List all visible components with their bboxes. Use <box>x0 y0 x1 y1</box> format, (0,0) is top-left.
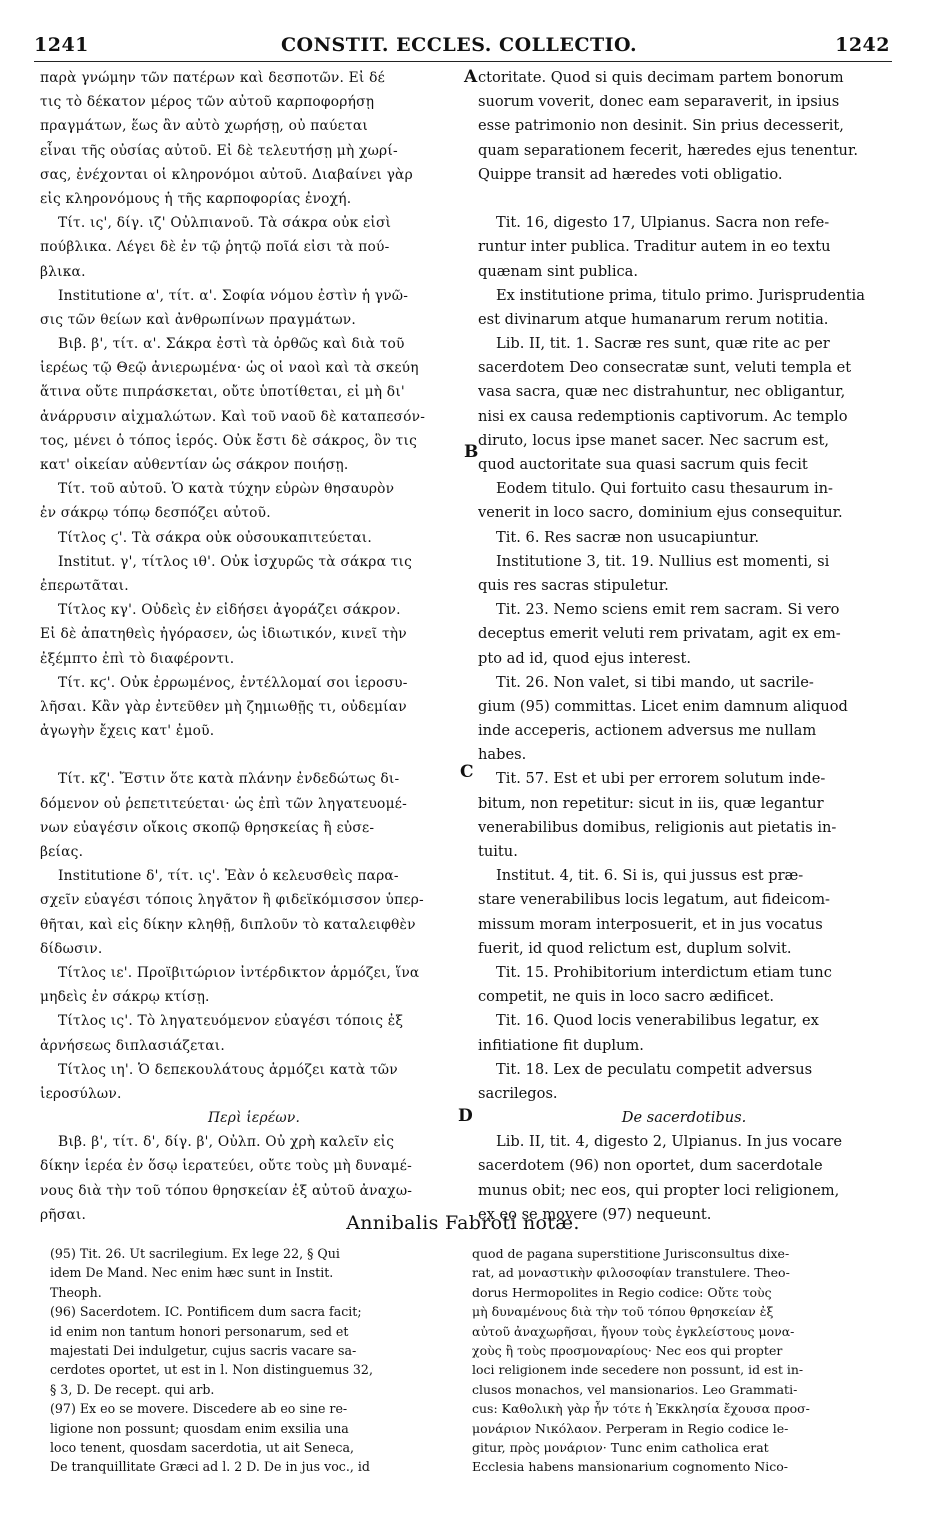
greek-text-line: ρῆσαι. <box>40 1206 87 1223</box>
greek-text-line: ἀγωγὴν ἔχεις κατ' ἐμοῦ. <box>40 723 215 740</box>
latin-text-line: Tit. 26. Non valet, si tibi mando, ut sacrile- <box>496 673 814 691</box>
greek-text-line: Τίτλος ϛ'. Τὰ σάκρα οὐκ οὐσουκαπιτεύεται. <box>58 529 372 546</box>
header-rule <box>34 61 892 62</box>
latin-text-line: infitiatione fit duplum. <box>478 1036 644 1054</box>
latin-text-line: missum moram interposuerit, et in jus vocatus <box>478 915 823 933</box>
note-line: loci religionem inde secedere non possunt, id est in- <box>472 1362 804 1378</box>
latin-text-line: tuitu. <box>478 843 518 860</box>
latin-text-line: gium (95) committas. Licet enim damnum aliquod <box>478 697 848 715</box>
note-line: Ecclesia habens mansionarium cognomento Nico- <box>472 1459 788 1475</box>
latin-text-line: ctoritate. Quod si quis decimam partem bonorum <box>478 69 844 86</box>
latin-text-line: sacerdotem Deo consecratæ sunt, veluti templa et <box>478 359 852 377</box>
latin-text-line: venerabilibus domibus, religionis aut pietatis in- <box>478 818 837 836</box>
greek-text-line: δίκην ἱερέα ἐν ὅσῳ ἱερατεύει, οὔτε τοὺς μὴ δυναμέ- <box>40 1158 413 1175</box>
note-line: § 3, D. De recept. qui arb. <box>50 1381 215 1397</box>
latin-text-line: runtur inter publica. Traditur autem in eo textu <box>478 238 831 256</box>
latin-text-line: vasa sacra, quæ nec distrahuntur, nec obligantur, <box>478 383 846 401</box>
greek-text-line: νων εὐαγέσιν οἴκοις σκοπῷ θρησκείας ἢ εὐσε- <box>40 819 375 836</box>
note-line: loco tenent, quosdam sacerdotia, ut ait Seneca, <box>50 1439 354 1455</box>
greek-text-line: Βιβ. β', τίτ. α'. Σάκρα ἐστὶ τὰ ὀρθῶς καὶ διὰ τοῦ <box>58 336 405 353</box>
note-line: ligione non possunt; quosdam enim exsilia una <box>50 1420 349 1436</box>
greek-text-column <box>40 66 468 1227</box>
greek-text-line: εἶναι τῆς οὐσίας αὐτοῦ. Εἰ δὲ τελευτήσῃ μὴ χωρί- <box>40 142 398 159</box>
latin-text-line: sacrilegos. <box>478 1084 558 1102</box>
latin-text-line: quam separationem fecerit, hæredes ejus tenentur. <box>478 141 858 159</box>
latin-text-line: stare venerabilibus locis legatum, aut fideicom- <box>478 891 830 909</box>
greek-text-line: ἀρνήσεως διπλασιάζεται. <box>40 1037 225 1054</box>
note-line: gitur, πρὸς μονάριον· Tunc enim catholica erat <box>472 1439 769 1455</box>
latin-text-line: pto ad id, quod ejus interest. <box>478 649 691 667</box>
latin-text-line: Tit. 15. Prohibitorium interdictum etiam tunc <box>496 963 832 981</box>
greek-text-line: Institut. γ', τίτλος ιθ'. Οὐκ ἰσχυρῶς τὰ σάκρα τις <box>58 553 413 570</box>
greek-text-line: Institutione δ', τίτ. ις'. Ἐὰν ὁ κελευσθεὶς παρα- <box>58 868 399 885</box>
greek-text-line: ἐξέμπτο ἐπὶ τὸ διαφέροντι. <box>40 650 235 667</box>
latin-text-column <box>478 66 890 1227</box>
page-number-left: 1241 <box>34 34 89 56</box>
greek-text-line: Τίτλος ιη'. Ὁ δεπεκουλάτους ἁρμόζει κατὰ τῶν <box>58 1061 398 1078</box>
latin-text-line: venerit in loco sacro, dominium ejus consequitur. <box>478 504 843 522</box>
latin-text-line: Quippe transit ad hæredes voti obligatio. <box>478 165 783 183</box>
latin-text-line: quænam sint publica. <box>478 262 639 280</box>
latin-text-line: nisi ex causa redemptionis captivorum. Ac templo <box>478 407 848 425</box>
greek-text-line: τος, μένει ὁ τόπος ἱερός. Οὐκ ἔστι δὲ σάκρος, ὃν τις <box>40 432 418 449</box>
latin-text-line: ex eo se movere (97) nequeunt. <box>478 1205 712 1223</box>
greek-text-line: θῆται, καὶ εἰς δίκην κληθῇ, διπλοῦν τὸ καταλειφθὲν <box>40 916 416 933</box>
note-line: idem De Mand. Nec enim hæc sunt in Instit. <box>50 1265 334 1281</box>
latin-text-line: inde acceperis, actionem adversus me nullam <box>478 722 817 740</box>
latin-text-line: Tit. 6. Res sacræ non usucapiuntur. <box>496 528 760 546</box>
greek-text-line: μηδεὶς ἐν σάκρῳ κτίσῃ. <box>40 989 210 1006</box>
greek-text-line: Τίτλος ιε'. Προϊβιτώριον ἰντέρδικτον ἁρμόζει, ἵνα <box>58 964 420 981</box>
note-line: χοὺς ἢ τοὺς προσμοναρίους· Nec eos qui propter <box>472 1342 783 1358</box>
latin-text-line: Tit. 57. Est et ubi per errorem solutum inde- <box>496 770 826 788</box>
latin-text-line: est divinarum atque humanarum rerum notitia. <box>478 310 829 328</box>
section-marker-b: B <box>464 442 479 462</box>
greek-text-line: Τίτλος κγ'. Οὐδεὶς ἐν εἰδήσει ἀγοράζει σάκρον. <box>58 602 401 619</box>
latin-text-line: munus obit; nec eos, qui propter loci religionem, <box>478 1181 840 1199</box>
greek-text-line: ἅτινα οὔτε πιπράσκεται, οὔτε ὑποτίθεται, εἰ μὴ δι' <box>40 384 405 401</box>
latin-text-line: suorum voverit, donec eam separaverit, in ipsius <box>478 93 840 111</box>
running-title: CONSTIT. ECCLES. COLLECTIO. <box>280 34 638 56</box>
latin-text-line: Institutione 3, tit. 19. Nullius est momenti, si <box>496 552 830 570</box>
greek-text-line: τις τὸ δέκατον μέρος τῶν αὐτοῦ καρποφορήσῃ <box>40 94 375 111</box>
section-marker-a: A <box>464 67 478 87</box>
greek-text-line: ἐπερωτᾶται. <box>40 577 129 594</box>
latin-text-line: Lib. II, tit. 1. Sacræ res sunt, quæ rite ac per <box>496 335 830 353</box>
running-header <box>26 34 892 60</box>
section-marker-c: C <box>460 762 474 782</box>
latin-text-line: quis res sacras stipuletur. <box>478 576 669 594</box>
notes-heading: Annibalis Fabroti notæ. <box>346 1212 580 1234</box>
latin-text-line: competit, ne quis in loco sacro ædificet. <box>478 988 774 1006</box>
greek-text-line: βλικα. <box>40 263 86 280</box>
latin-text-line-heading: De sacerdotibus. <box>621 1109 747 1127</box>
note-line: cus: Καθολικὴ γὰρ ἦν τότε ἡ Ἐκκλησία ἔχουσα προσ- <box>472 1401 810 1417</box>
greek-text-line: εἰς κληρονόμους ἡ τῆς καρποφορίας ἐνοχή. <box>40 190 352 207</box>
latin-text-line: habes. <box>478 746 527 764</box>
note-line: (97) Ex eo se movere. Discedere ab eo sine re- <box>50 1401 348 1417</box>
latin-text-line: diruto, locus ipse manet sacer. Nec sacrum est, <box>478 431 830 449</box>
note-line: clusos monachos, vel mansionarios. Leo Grammati- <box>472 1381 798 1397</box>
latin-text-line: Eodem titulo. Qui fortuito casu thesaurum in- <box>496 480 833 498</box>
latin-text-line: Institut. 4, tit. 6. Si is, qui jussus est præ- <box>496 867 804 885</box>
section-marker-d: D <box>458 1106 473 1126</box>
latin-text-line: Tit. 16, digesto 17, Ulpianus. Sacra non refe- <box>496 214 830 232</box>
note-line: μὴ δυναμένους διὰ τὴν τοῦ τόπου θρησκείαν ἐξ <box>472 1304 774 1320</box>
page-number-right: 1242 <box>835 34 890 56</box>
notes-right-column <box>472 1244 892 1477</box>
note-line: De tranquillitate Græci ad l. 2 D. De in jus voc., id <box>50 1459 370 1475</box>
greek-text-line: πούβλικα. Λέγει δὲ ἐν τῷ ῥητῷ ποῖά εἰσι τὰ πού- <box>40 239 390 256</box>
greek-text-line: ἱεροσύλων. <box>40 1085 122 1102</box>
greek-text-line: Τίτ. κϛ'. Οὐκ ἐρρωμένος, ἐντέλλομαί σοι ἱεροσυ- <box>58 674 408 691</box>
greek-text-line: πραγμάτων, ἕως ἂν αὐτὸ χωρήσῃ, οὐ παύεται <box>40 118 368 135</box>
greek-text-line: νους διὰ τὴν τοῦ τόπου θρησκείαν ἐξ αὐτοῦ ἀναχω- <box>40 1182 413 1199</box>
greek-text-line: σχεῖν εὐαγέσι τόποις ληγᾶτον ἢ φιδεϊκόμισσον ὑπερ- <box>40 892 424 909</box>
latin-text-line: fuerit, id quod relictum est, duplum solvit. <box>478 939 792 957</box>
latin-text-line: Tit. 23. Nemo sciens emit rem sacram. Si vero <box>496 601 840 619</box>
latin-text-line: Tit. 18. Lex de peculatu competit adversus <box>496 1060 813 1078</box>
latin-text-line: esse patrimonio non desinit. Sin prius decesserit, <box>478 117 844 135</box>
greek-text-line: Institutione α', τίτ. α'. Σοφία νόμου ἐστὶν ἡ γνῶ- <box>58 287 409 304</box>
latin-text-line: deceptus emerit veluti rem privatam, agit ex em- <box>478 625 841 643</box>
greek-text-line: βείας. <box>40 844 84 860</box>
greek-text-line: λῆσαι. Κἂν γὰρ ἐντεῦθεν μὴ ζημιωθῇς τι, οὐδεμίαν <box>40 698 407 715</box>
greek-text-line: ἱερέως τῷ Θεῷ ἀνιερωμένα· ὡς οἱ ναοὶ καὶ τὰ σκεύη <box>40 360 419 377</box>
greek-text-line: Τίτ. κζ'. Ἔστιν ὅτε κατὰ πλάνην ἐνδεδώτως δι- <box>58 771 400 788</box>
greek-text-line: ἀνάρρυσιν αἰχμαλώτων. Καὶ τοῦ ναοῦ δὲ καταπεσόν- <box>40 408 426 425</box>
note-line: rat, ad μοναστικὴν φιλοσοφίαν transtulere. Theo- <box>472 1265 790 1281</box>
latin-text-line: quod auctoritate sua quasi sacrum quis fecit <box>478 456 808 473</box>
greek-text-line-heading: Περὶ ἱερέων. <box>207 1110 301 1127</box>
greek-text-line: ἐν σάκρῳ τόπῳ δεσπόζει αὐτοῦ. <box>40 505 271 522</box>
note-line: αὐτοῦ ἀναχωρῆσαι, ἤγουν τοὺς ἐγκλείστους μονα- <box>472 1323 795 1339</box>
notes-left-column <box>50 1244 450 1477</box>
latin-text-line: sacerdotem (96) non oportet, dum sacerdotale <box>478 1157 823 1175</box>
latin-text-line: Tit. 16. Quod locis venerabilibus legatur, ex <box>496 1012 819 1030</box>
greek-text-line-spacer <box>40 743 468 767</box>
greek-text-line: σις τῶν θείων καὶ ἀνθρωπίνων πραγμάτων. <box>40 311 356 328</box>
greek-text-line: κατ' οἰκείαν αὐθεντίαν ὡς σάκρον ποιήσῃ. <box>40 457 349 473</box>
note-line: μονάριον Νικόλαον. Perperam in Regio codice le- <box>472 1420 789 1436</box>
greek-text-line: παρὰ γνώμην τῶν πατέρων καὶ δεσποτῶν. Εἰ δέ <box>40 70 385 86</box>
latin-text-line-spacer <box>478 187 890 211</box>
greek-text-line: δίδωσιν. <box>40 940 103 957</box>
greek-text-line: Τίτ. τοῦ αὐτοῦ. Ὁ κατὰ τύχην εὑρὼν θησαυρὸν <box>58 481 395 498</box>
note-line: Theoph. <box>50 1284 102 1300</box>
greek-text-line: Εἰ δὲ ἀπατηθεὶς ἠγόρασεν, ὡς ἰδιωτικόν, κινεῖ τὴν <box>40 626 407 643</box>
note-line: dorus Hermopolites in Regio codice: Οὔτε τοὺς <box>472 1284 772 1300</box>
note-line: majestati Dei indulgetur, cujus sacris vacare sa- <box>50 1342 357 1358</box>
latin-text-line: Lib. II, tit. 4, digesto 2, Ulpianus. In jus vocare <box>496 1133 842 1151</box>
greek-text-line: δόμενον οὐ ῥεπετιτεύεται· ὡς ἐπὶ τῶν ληγατευομέ- <box>40 795 407 812</box>
note-line: (96) Sacerdotem. IC. Pontificem dum sacra facit; <box>50 1304 362 1320</box>
greek-text-line: σας, ἐνέχονται οἱ κληρονόμοι αὐτοῦ. Διαβαίνει γὰρ <box>40 166 413 183</box>
latin-text-line: Ex institutione prima, titulo primo. Jurisprudentia <box>496 286 865 304</box>
greek-text-line: Βιβ. β', τίτ. δ', δίγ. β', Οὐλπ. Οὐ χρὴ καλεῖν εἰς <box>58 1134 395 1151</box>
note-line: (95) Tit. 26. Ut sacrilegium. Ex lege 22, § Qui <box>50 1246 340 1261</box>
greek-text-line: Τίτ. ις', δίγ. ιζ' Οὐλπιανοῦ. Τὰ σάκρα οὐκ εἰσὶ <box>58 215 392 232</box>
greek-text-line: Τίτλος ις'. Τὸ ληγατευόμενον εὐαγέσι τόποις ἐξ <box>58 1013 404 1030</box>
latin-text-line: bitum, non repetitur: sicut in iis, quæ legantur <box>478 794 824 812</box>
note-line: cerdotes oportet, ut est in l. Non distinguemus 32, <box>50 1362 373 1378</box>
note-line: id enim non tantum honori personarum, sed et <box>50 1323 349 1339</box>
note-line: quod de pagana superstitione Jurisconsultus dixe- <box>472 1246 790 1261</box>
